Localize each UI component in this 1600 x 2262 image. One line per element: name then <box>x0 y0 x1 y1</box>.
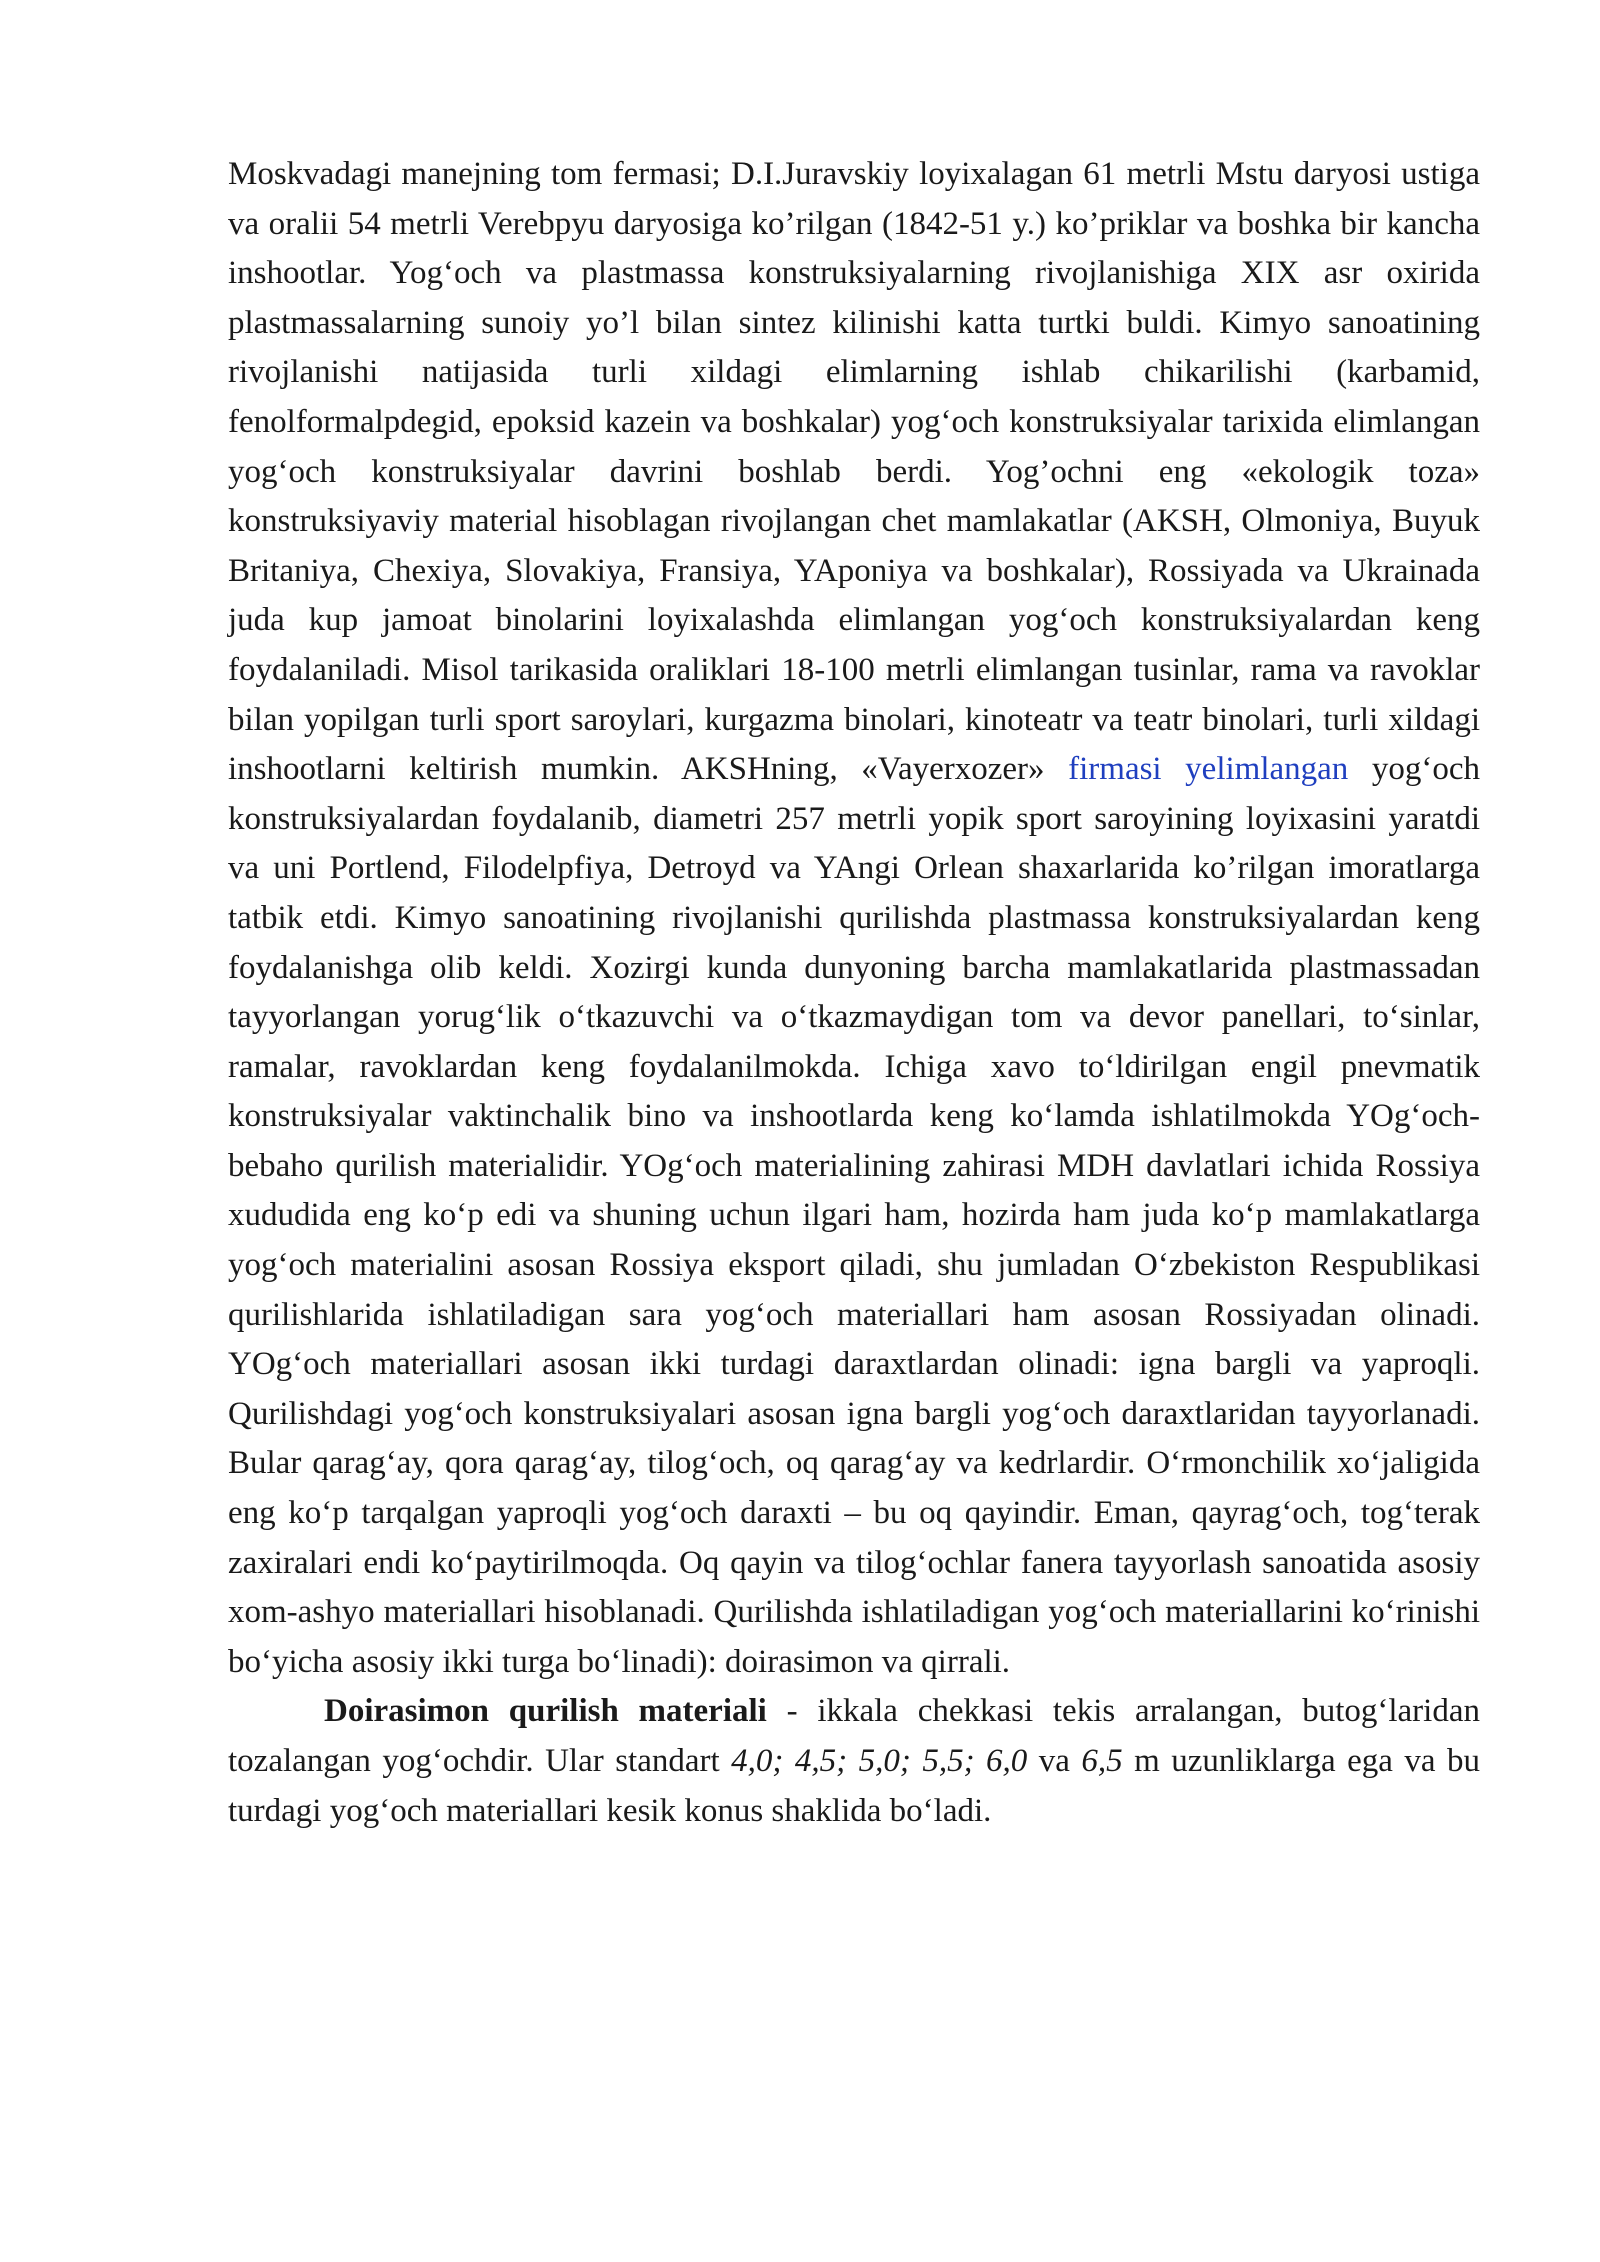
paragraph-history-text-end: yog‘och konstruksiyalardan foydalanib, diametri 257 metrli yopik sport saroyining loyixasini yaratdi va uni Portlend, Filodelpfiya, Detroyd va YAngi Orlean shaxarlarida ko’rilgan imoratlarga tatbik etdi. Kimyo sanoatining rivojlanishi qurilishda plastmassa konstruksiyalardan keng foydalanishga olib keldi. Xozirgi kunda dunyoning barcha mamlakatlarida plastmassadan tayyorlangan yorug‘lik o‘tkazuvchi va o‘tkazmaydigan tom va devor panellari, to‘sinlar, ramalar, ravoklardan keng foydalanilmokda. Ichiga xavo to‘ldirilgan engil pnevmatik konstruksiyalar vaktinchalik bino va inshootlarda keng ko‘lamda ishlatilmokda YOg‘och- bebaho qurilish materialidir. YOg‘och materialining zahirasi MDH davlatlari ichida Rossiya xududida eng ko‘p edi va shuning uchun ilgari ham, hozirda ham juda ko‘p mamlakatlarga yog‘och materialini asosan Rossiya eksport qiladi, shu jumladan O‘zbekiston Respublikasi qurilishlarida ishlatiladigan sara yog‘och materiallari ham asosan Rossiyadan olinadi. YOg‘och materiallari asosan ikki turdagi daraxtlardan olinadi: igna bargli va yaproqli. Qurilishdagi yog‘och konstruksiyalari asosan igna bargli yog‘och daraxtlaridan tayyorlanadi. Bular qarag‘ay, qora qarag‘ay, tilog‘och, oq qarag‘ay va kedrlardir. O‘rmonchilik xo‘jaligida eng ko‘p tarqalgan yaproqli yog‘och daraxti – bu oq qayindir. Eman, qayrag‘och, tog‘terak zaxiralari endi ko‘paytirilmoqda. Oq qayin va tilog‘ochlar fanera tayyorlash sanoatida asosiy xom-ashyo materiallari hisoblanadi. Qurilishda ishlatiladigan yog‘och materiallarini ko‘rinishi bo‘yicha asosiy ikki turga bo‘linadi): doirasimon va qirrali. <box>228 751 1481 1680</box>
paragraph-history-text-start: Moskvadagi manejning tom fermasi; D.I.Juravskiy loyixalagan 61 metrli Mstu daryosi ustiga va oralii 54 metrli Verebpyu daryosiga ko’rilgan (1842-51 y.) ko’priklar va boshka bir kancha inshootlar. Yog‘och va plastmassa konstruksiyalarning rivojlanishiga XIX asr oxirida plastmassalarning sunoiy yo’l bilan sintez kilinishi katta turtki buldi. Kimyo sanoatining rivojlanishi natijasida turli xildagi elimlarning ishlab chikarilishi (karbamid, fenolformalpdegid, epoksid kazein va boshkalar) yog‘och konstruksiyalar tarixida elimlangan yog‘och konstruksiyalar davrini boshlab berdi. Yog’ochni eng «ekologik toza» konstruksiyaviy material hisoblagan rivojlangan chet mamlakatlar (AKSH, Olmoniya, Buyuk Britaniya, Chexiya, Slovakiya, Fransiya, YAponiya va boshkalar), Rossiyada va Ukrainada juda kup jamoat binolarini loyixalashda elimlangan yog‘och konstruksiyalardan keng foydalaniladi. Misol tarikasida oraliklari 18-100 metrli elimlangan tusinlar, rama va ravoklar bilan yopilgan turli sport saroylari, kurgazma binolari, kinoteatr va teatr binolari, turli xildagi inshootlarni keltirish mumkin. AKSHning, «Vayerxozer» <box>228 156 1480 788</box>
last-length: 6,5 <box>1081 1743 1123 1779</box>
definition-text-end: m uzunliklarga ega va bu turdagi yog‘och materiallari kesik konus shaklida bo‘ladi. <box>228 1743 1480 1829</box>
paragraph-round-material <box>228 1687 1480 1836</box>
standard-lengths: 4,0; 4,5; 5,0; 5,5; 6,0 <box>731 1743 1028 1779</box>
term-doirasimon-qurilish-materiali: Doirasimon qurilish materiali <box>324 1693 767 1730</box>
definition-text: - ikkala chekkasi tekis arralangan, butog‘laridan tozalangan yog‘ochdir. Ular standart <box>228 1693 1480 1779</box>
link-firmasi-yelimlangan[interactable]: firmasi yelimlangan <box>1068 751 1349 788</box>
and-word: va <box>1027 1743 1082 1779</box>
paragraph-history <box>228 150 1480 1687</box>
document-page <box>228 150 1480 1836</box>
